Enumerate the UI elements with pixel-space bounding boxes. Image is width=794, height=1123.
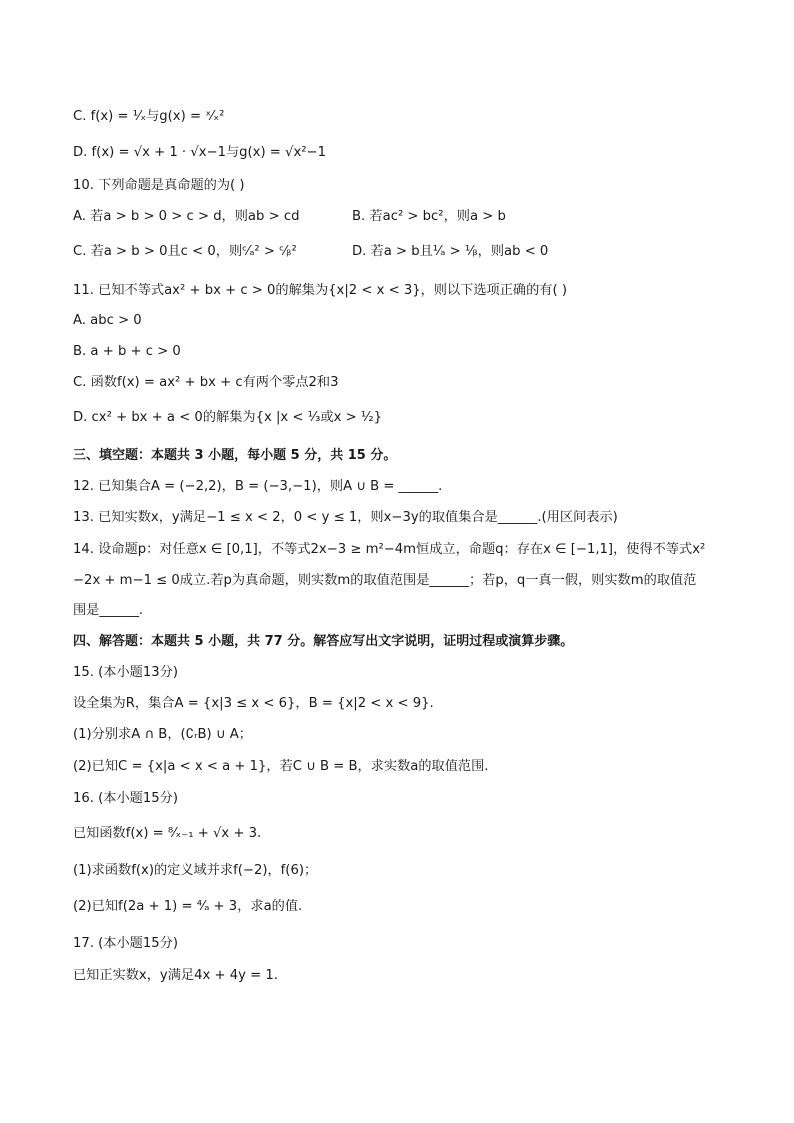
section-fill-in: 三、填空题：本题共 3 小题，每小题 5 分，共 15 分。 <box>73 448 397 463</box>
question-10: 10. 下列命题是真命题的为( ) <box>73 178 245 193</box>
option-10a: A. 若a > b > 0 > c > d，则ab > cd <box>73 209 300 224</box>
option-11b: B. a + b + c > 0 <box>73 344 181 359</box>
question-14-line-1: 14. 设命题p：对任意x ∈ [0,1]，不等式2x−3 ≥ m²−4m恒成立，命题q：存在x ∈ [−1,1]，使得不等式x² <box>73 542 706 557</box>
question-16-header: 16. (本小题15分) <box>73 791 178 806</box>
option-10b: B. 若ac² > bc²，则a > b <box>352 209 506 224</box>
question-14-line-2: −2x + m−1 ≤ 0成立.若p为真命题，则实数m的取值范围是______；若p，q一真一假，则实数m的取值范 <box>73 573 697 588</box>
question-13: 13. 已知实数x，y满足−1 ≤ x < 2，0 < y ≤ 1，则x−3y的取值集合是______.(用区间表示) <box>73 510 618 525</box>
question-11: 11. 已知不等式ax² + bx + c > 0的解集为{x|2 < x < 3}，则以下选项正确的有( ) <box>73 283 567 298</box>
option-11a: A. abc > 0 <box>73 313 142 328</box>
option-9c: C. f(x) = ¹⁄ₓ与g(x) = ˣ⁄ₓ² <box>73 109 225 124</box>
option-11c: C. 函数f(x) = ax² + bx + c有两个零点2和3 <box>73 375 339 390</box>
question-16-stem: 已知函数f(x) = ⁸⁄ₓ₋₁ + √x + 3. <box>73 826 262 841</box>
option-10d: D. 若a > b且¹⁄ₐ > ¹⁄ᵦ，则ab < 0 <box>352 244 549 259</box>
option-9d: D. f(x) = √x + 1 · √x−1与g(x) = √x²−1 <box>73 145 326 160</box>
option-10c: C. 若a > b > 0且c < 0，则ᶜ⁄ₐ² > ᶜ⁄ᵦ² <box>73 244 297 259</box>
question-15-part-1: (1)分别求A ∩ B，(∁ᵣB) ∪ A； <box>73 727 252 742</box>
question-16-part-1: (1)求函数f(x)的定义域并求f(−2)，f(6)； <box>73 863 318 878</box>
question-12: 12. 已知集合A = (−2,2)，B = (−3,−1)，则A ∪ B = ______. <box>73 479 443 494</box>
question-15-part-2: (2)已知C = {x|a < x < a + 1}，若C ∪ B = B，求实数a的取值范围. <box>73 759 489 774</box>
question-15-header: 15. (本小题13分) <box>73 665 178 680</box>
question-17-stem: 已知正实数x，y满足4x + 4y = 1. <box>73 968 278 983</box>
option-11d: D. cx² + bx + a < 0的解集为{x |x < ¹⁄₃或x > ¹⁄₂} <box>73 410 383 425</box>
question-16-part-2: (2)已知f(2a + 1) = ⁴⁄ₐ + 3，求a的值. <box>73 899 303 914</box>
section-solutions: 四、解答题：本题共 5 小题，共 77 分。解答应写出文字说明，证明过程或演算步骤。 <box>73 634 574 649</box>
question-15-stem: 设全集为R，集合A = {x|3 ≤ x < 6}，B = {x|2 < x < 9}. <box>73 696 434 711</box>
question-17-header: 17. (本小题15分) <box>73 936 178 951</box>
question-14-line-3: 围是______. <box>73 603 144 618</box>
